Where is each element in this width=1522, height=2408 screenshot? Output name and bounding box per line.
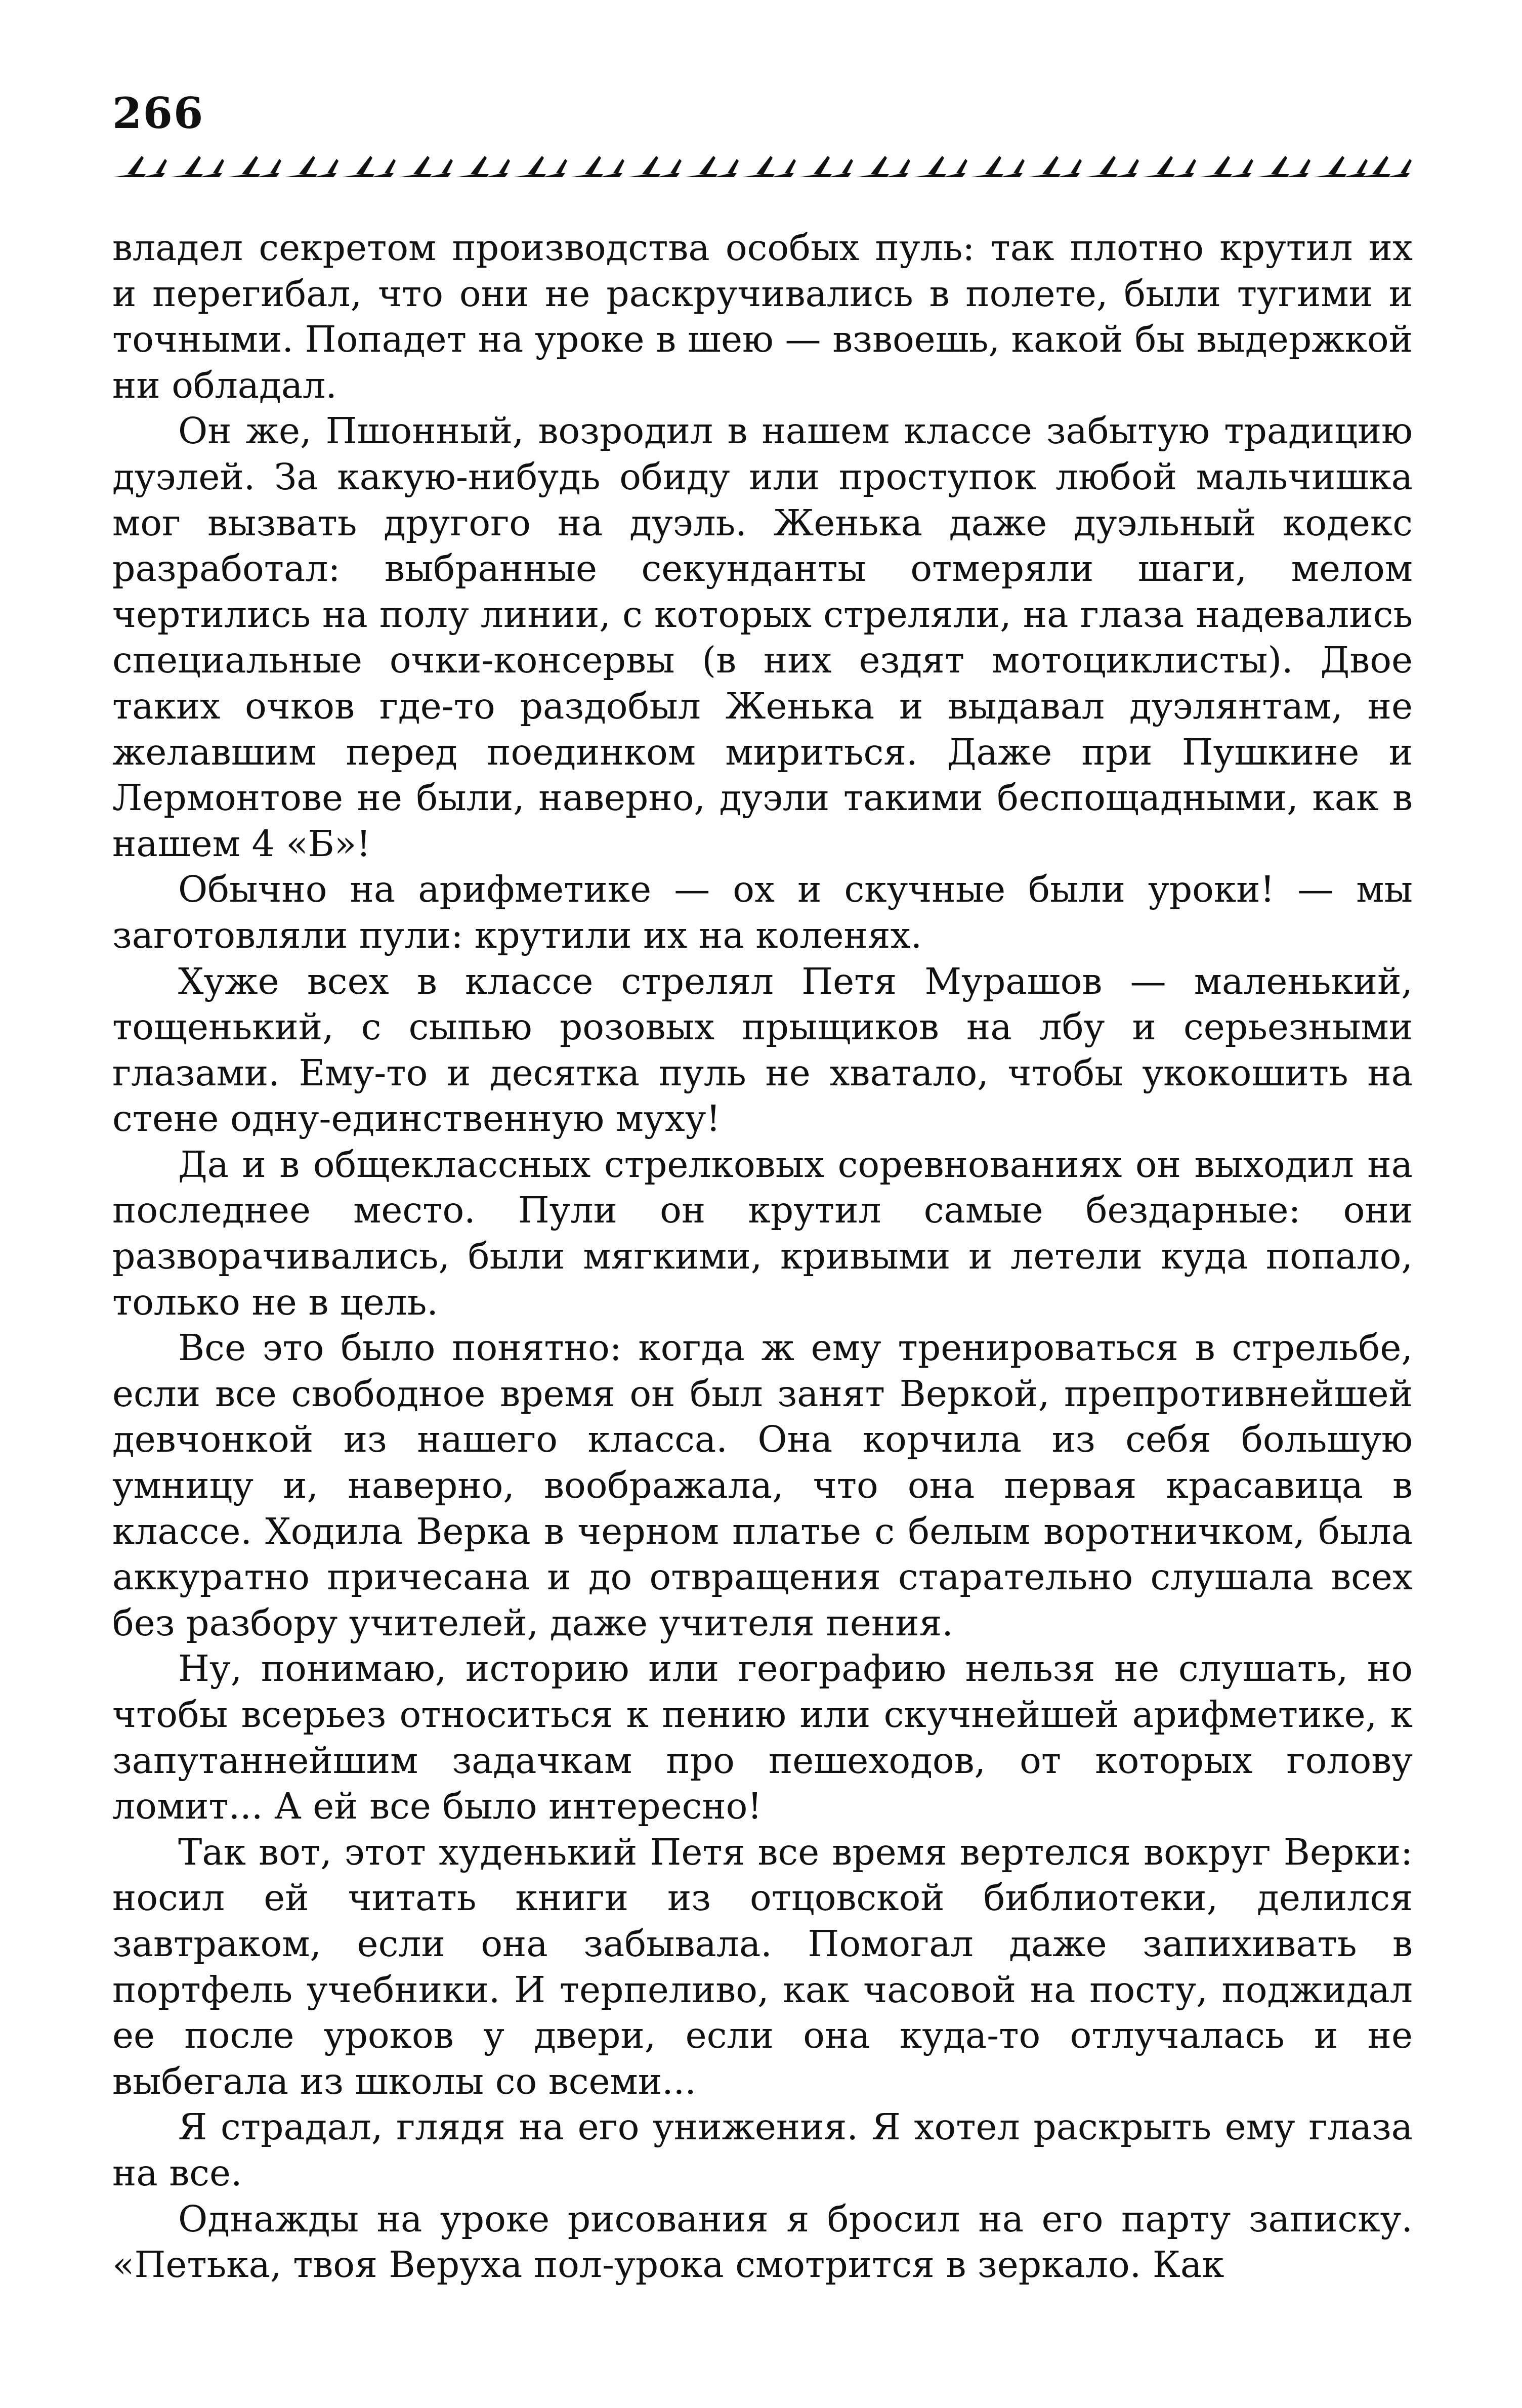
- paragraph: Так вот, этот худенький Петя все время вертелся вокруг Верки: носил ей читать книги из отцовской библиотеки, делился завтраком, если она забывала. Помогал даже запихивать в портфель учебники. И терпеливо, как часовой на посту, поджидал ее после уроков у двери, если она куда-то отлучалась и не выбегала из школы со всеми...: [112, 1831, 1413, 2102]
- paragraph: Ну, понимаю, историю или географию нельзя не слушать, но чтобы всерьез относиться к пению или скучнейшей арифметике, к запутаннейшим задачкам про пешеходов, от которых голову ломит... А ей все было интересно!: [112, 1647, 1413, 1828]
- decorative-ornament-icon: [112, 152, 1413, 182]
- page-number: 266: [112, 88, 204, 138]
- paragraph: Все это было понятно: когда ж ему тренироваться в стрельбе, если все свободное время он был занят Веркой, препротивнейшей девчонкой из нашего класса. Она корчила из себя большую умницу и, наверно, воображала, что она первая красавица в классе. Ходила Верка в черном платье с белым воротничком, была аккуратно причесана и до отвращения старательно слушала всех без разбору учителей, даже учителя пения.: [112, 1327, 1413, 1644]
- paragraph: Он же, Пшонный, возродил в нашем классе забытую традицию дуэлей. За какую-нибудь обиду или проступок любой мальчишка мог вызвать другого на дуэль. Женька даже дуэльный кодекс разработал: выбранные секунданты отмеряли шаги, мелом чертились на полу линии, с которых стреляли, на глаза надевались специальные очки-консервы (в них ездят мотоциклисты). Двое таких очков где-то раздобыл Женька и выдавал дуэлянтам, не желавшим перед поединком мириться. Даже при Пушкине и Лермонтове не были, наверно, дуэли такими беспощадными, как в нашем 4 «Б»!: [112, 410, 1413, 865]
- paragraph: Да и в общеклассных стрелковых соревнованиях он выходил на последнее место. Пули он крутил самые бездарные: они разворачивались, были мягкими, кривыми и летели куда попало, только не в цель.: [112, 1143, 1413, 1323]
- paragraph: Обычно на арифметике — ох и скучные были уроки! — мы заготовляли пули: крутили их на коленях.: [112, 868, 1413, 956]
- paragraph: Однажды на уроке рисования я бросил на его парту записку. «Петька, твоя Веруха пол-урока смотрится в зеркало. Как: [112, 2198, 1413, 2286]
- body-text: [112, 225, 1413, 2288]
- paragraph: Я страдал, глядя на его унижения. Я хотел раскрыть ему глаза на все.: [112, 2106, 1413, 2194]
- paragraph: владел секретом производства особых пуль: так плотно крутил их и перегибал, что они не раскручивались в полете, были тугими и точными. Попадет на уроке в шею — взвоешь, какой бы выдержкой ни обладал.: [112, 227, 1413, 406]
- paragraph: Хуже всех в классе стрелял Петя Мурашов — маленький, тощенький, с сыпью розовых прыщиков на лбу и серьезными глазами. Ему-то и десятка пуль не хватало, чтобы укокошить на стене одну-единственную муху!: [112, 960, 1413, 1140]
